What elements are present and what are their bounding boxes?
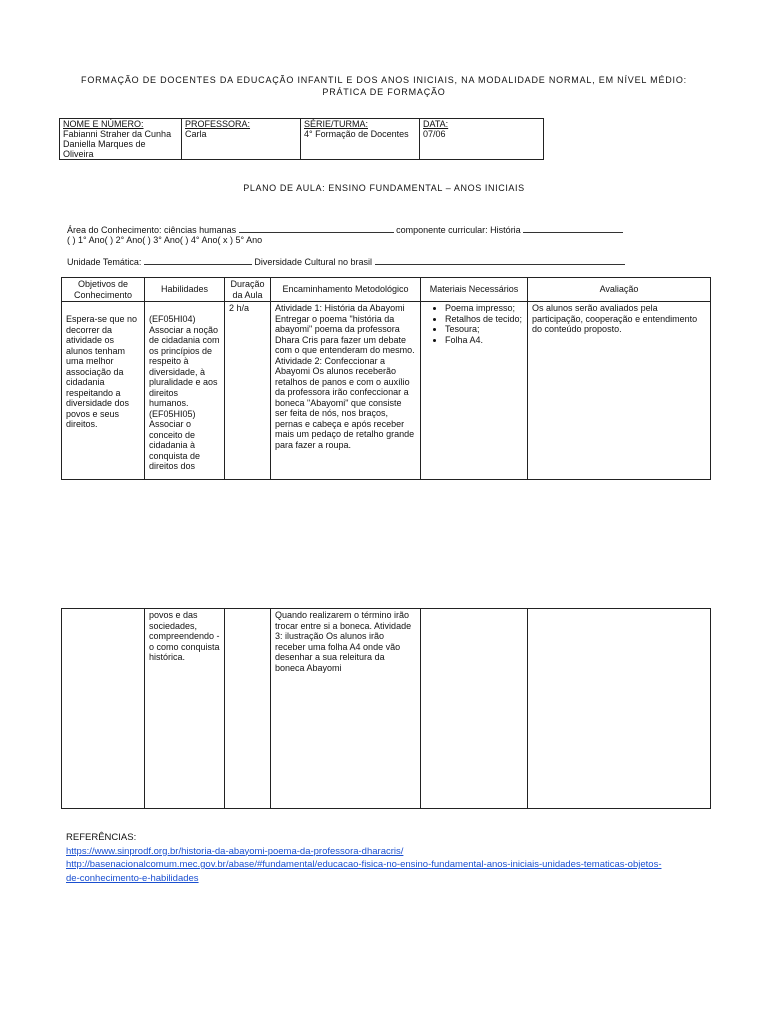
encaminhamento-cell-cont: Quando realizarem o término irão trocar entre si a boneca. Atividade 3: ilustração Os alunos irão receber uma folha A4 onde vão desenhar a sua releitura da boneca Abayomi — [271, 609, 421, 809]
header-objetivos: Objetivos de Conhecimento — [62, 278, 145, 302]
references-label: REFERÊNCIAS: — [66, 832, 137, 843]
reference-link-bncc[interactable]: http://basenacionalcomum.mec.gov.br/abase/#fundamental/educacao-fisica-no-ensino-fundamental-anos-iniciais-unidades-tematicas-objetos- — [66, 859, 662, 870]
data-cell — [420, 119, 544, 160]
professora-label: PROFESSORA: — [185, 119, 251, 129]
materiais-list — [425, 303, 523, 345]
serie-value: 4° Formação de Docentes — [304, 129, 409, 139]
reference-link-bncc-cont[interactable]: de-conhecimento-e-habilidades — [66, 872, 199, 884]
avaliacao-cell-cont — [528, 609, 711, 809]
materiais-cell — [421, 302, 528, 480]
header-avaliacao: Avaliação — [528, 278, 711, 302]
reference-link-sinprodf[interactable]: https://www.sinprodf.org.br/historia-da-abayomi-poema-da-professora-dharacris/ — [66, 845, 404, 857]
nome-label: NOME E NÚMERO: — [63, 119, 144, 129]
plan-table-continued — [61, 608, 711, 809]
list-item: • Poema impresso; — [445, 303, 523, 314]
objetivos-cell-cont — [62, 609, 145, 809]
habilidades-cell-cont: povos e das sociedades, compreendendo - o como conquista histórica. — [145, 609, 225, 809]
diversidade-label: Diversidade Cultural no brasil — [254, 257, 372, 267]
plan-table — [61, 277, 711, 480]
nome-cell — [60, 119, 182, 160]
nome-value-1: Fabianni Straher da Cunha — [63, 129, 172, 139]
professora-cell — [182, 119, 301, 160]
duracao-cell: 2 h/a — [225, 302, 271, 480]
area-line — [67, 224, 623, 235]
area-blank — [239, 224, 394, 233]
list-item: • Folha A4. — [445, 335, 523, 346]
data-value: 07/06 — [423, 129, 446, 139]
list-item: • Tesoura; — [445, 324, 523, 335]
header-table — [59, 118, 544, 160]
objetivos-cell: Espera-se que no decorrer da atividade os alunos tenham uma melhor associação da cidadania respeitando a diversidade dos povos e seus direitos. — [62, 302, 145, 480]
diversidade-blank — [375, 256, 625, 265]
plan-subtitle: PLANO DE AULA: ENSINO FUNDAMENTAL – ANOS INICIAIS — [243, 183, 525, 193]
materiais-cell-cont — [421, 609, 528, 809]
componente-label: componente curricular: História — [396, 225, 521, 235]
professora-value: Carla — [185, 129, 207, 139]
table-row — [62, 302, 711, 480]
duracao-cell-cont — [225, 609, 271, 809]
header-habilidades: Habilidades — [145, 278, 225, 302]
list-item: • Retalhos de tecido; — [445, 314, 523, 325]
header-encaminhamento: Encaminhamento Metodológico — [271, 278, 421, 302]
habilidades-cell: (EF05HI04) Associar a noção de cidadania com os princípios de respeito à diversidade, à pluralidade e aos direitos humanos. (EF05HI05) Associar o conceito de cidadania à conquista de direitos dos — [145, 302, 225, 480]
table-row — [62, 609, 711, 809]
document-title: FORMAÇÃO DE DOCENTES DA EDUCAÇÃO INFANTIL E DOS ANOS INICIAIS, NA MODALIDADE NORMAL, EM NÍVEL MÉDIO: PRÁTICA DE FORMAÇÃO — [81, 75, 687, 97]
header-duracao: Duração da Aula — [225, 278, 271, 302]
data-label: DATA: — [423, 119, 449, 129]
serie-label: SÉRIE/TURMA: — [304, 119, 369, 129]
encaminhamento-cell: Atividade 1: História da Abayomi Entregar o poema "história da abayomi" poema da professora Dhara Cris para fazer um debate com o que entenderam do mesmo. Atividade 2: Confeccionar a Abayomi Os alunos receberão retalhos de panos e com o auxílio da professora irão confeccionar a boneca "Abayomi" que consiste ser feita de nós, nos braços, pernas e cabeça e após receber mais um pedaço de retalho grande para fazer a roupa. — [271, 302, 421, 480]
header-materiais: Materiais Necessários — [421, 278, 528, 302]
nome-value-2: Daniella Marques de Oliveira — [63, 139, 146, 159]
references — [66, 831, 661, 885]
componente-blank — [523, 224, 623, 233]
avaliacao-cell: Os alunos serão avaliados pela participação, cooperação e entendimento do conteúdo proposto. — [528, 302, 711, 480]
unidade-line — [67, 256, 625, 267]
unidade-blank — [144, 256, 252, 265]
area-label: Área do Conhecimento: ciências humanas — [67, 225, 237, 235]
plan-header-row — [62, 278, 711, 302]
serie-cell — [301, 119, 420, 160]
anos-line: ( ) 1° Ano( ) 2° Ano( ) 3° Ano( ) 4° Ano( x ) 5° Ano — [67, 235, 263, 245]
unidade-label: Unidade Temática: — [67, 257, 142, 267]
